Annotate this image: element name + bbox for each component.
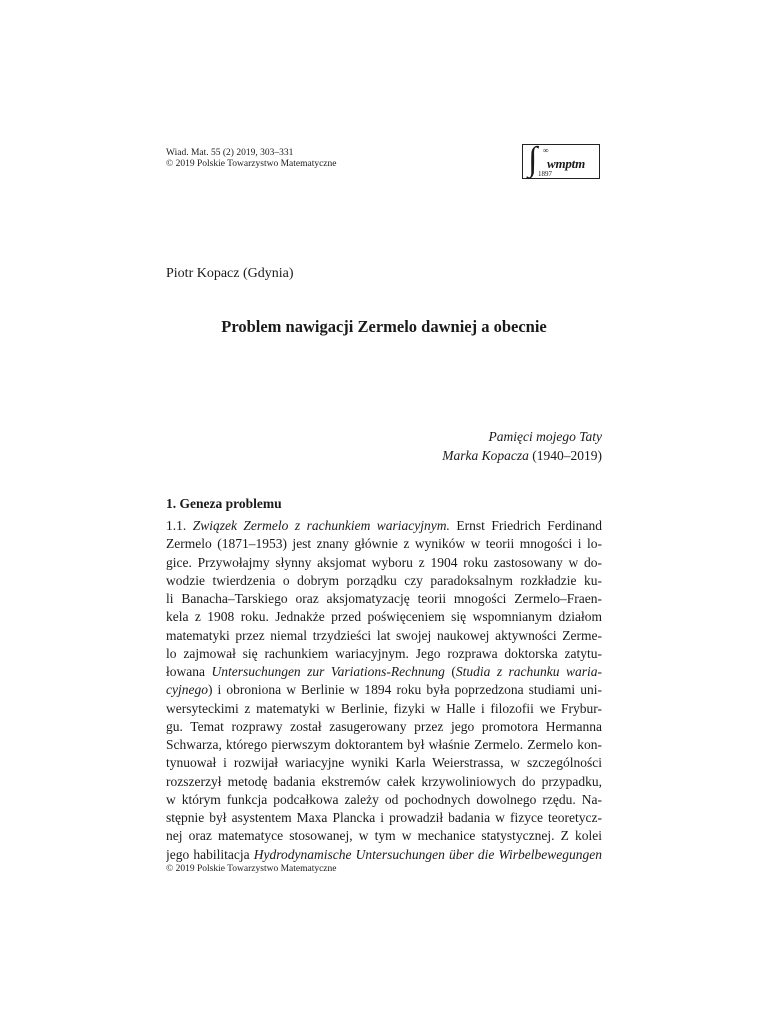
text-segment: rozszerzył metodę badania ekstremów całek krzywoliniowych do przypadku, [166,773,602,789]
italic-segment: Hydrodynamische Untersuchungen über die Wirbelbewegungen [253,846,602,862]
text-segment: 1.1. [166,518,193,533]
dedication-years: (1940–2019) [528,448,602,463]
italic-segment: cyjnego [166,682,208,698]
body-paragraph [166,517,602,864]
text-segment: lo zajmował się rachunkiem wariacyjnym. Jego rozprawa doktorska zatytu- [166,645,602,661]
wmptm-logo [522,141,600,179]
text-line [166,535,602,553]
text-segment: ( [444,664,456,679]
text-line [166,827,602,845]
italic-segment: Studia z rachunku waria- [455,664,602,679]
article-title: Problem nawigacji Zermelo dawniej a obecnie [221,317,547,336]
text-segment: Schwarza, którego pierwszym doktorantem był właśnie Zermelo. Zermelo kon- [166,737,602,752]
text-line [166,572,602,590]
text-segment: tynuował i rozwijał wariacyjne wyniki Karla Weierstrassa, w szczególności [166,755,602,771]
logo-year: 1897 [538,170,552,178]
text-line [166,736,602,754]
logo-wordmark: wmptm [547,156,586,171]
text-segment: li Banacha–Tarskiego oraz aksjomatyzację teorii mnogości Zermelo–Fraen- [166,591,602,606]
author-line: Piotr Kopacz (Gdynia) [166,266,294,281]
text-line [166,809,602,827]
italic-segment: Untersuchungen zur Variations-Rechnung [211,664,445,679]
text-segment: w którym funkcja podcałkowa zależy od pochodnych dowolnego rzędu. Na- [166,791,602,807]
journal-copyright: © 2019 Polskie Towarzystwo Matematyczne [166,159,337,169]
text-segment: wersyteckimi z matematyki w Berlinie, fizyki w Halle i filozofii we Frybur- [166,700,602,716]
journal-citation: Wiad. Mat. 55 (2) 2019, 303–331 [166,148,294,158]
text-line [166,590,602,608]
integral-icon: ∫ [528,141,538,178]
journal-header [166,148,336,170]
text-segment: kela z 1908 roku. Jednakże przed poświęceniem się wspomnianym działom [166,609,602,625]
text-line [166,773,602,791]
text-segment: Zermelo (1871–1953) jest znany głównie z wyników w teorii mnogości i lo- [166,536,602,552]
text-segment: gu. Temat rozprawy został zasugerowany przez jego promotora Hermanna [166,718,602,734]
text-line [166,754,602,772]
text-segment: ) i obroniona w Berlinie w 1894 roku była poprzedzona studiami uni- [207,682,602,698]
text-segment: łowana [166,664,212,679]
text-line [166,846,602,864]
text-line [166,645,602,663]
text-line [166,554,602,572]
text-segment: matematyki przez niemal trzydzieści lat swojej naukowej aktywności Zerme- [166,627,602,643]
text-segment: gice. Przywołajmy słynny aksjomat wyboru z 1904 roku zastosowany w do- [166,554,602,570]
dedication [380,427,602,465]
text-line [166,681,602,699]
dedication-name: Marka Kopacza [442,448,529,463]
text-line [166,663,602,681]
text-segment: jego habilitacja [166,846,254,862]
text-line [166,627,602,645]
text-line [166,517,602,535]
text-line [166,608,602,626]
italic-segment: Związek Zermelo z rachunkiem wariacyjnym. [192,518,450,533]
text-line [166,791,602,809]
text-line [166,718,602,736]
text-segment: Ernst Friedrich Ferdinand [449,518,602,533]
page-footer: © 2019 Polskie Towarzystwo Matematyczne [166,864,337,874]
section-heading: 1. Geneza problemu [166,496,282,511]
text-segment: wodzie twierdzenia o dobrym porządku czy paradoksalnym rozkładzie ku- [166,572,602,588]
dedication-line-1: Pamięci mojego Taty [488,429,602,444]
text-segment: nej oraz matematyce stosowanej, w tym w mechanice statystycznej. Z kolei [166,828,602,844]
dedication-line-2 [380,446,602,465]
text-segment: stępnie był asystentem Maxa Plancka i prowadził badania w fizyce teoretycz- [166,810,602,825]
text-line [166,700,602,718]
infinity-icon: ∞ [543,146,549,155]
